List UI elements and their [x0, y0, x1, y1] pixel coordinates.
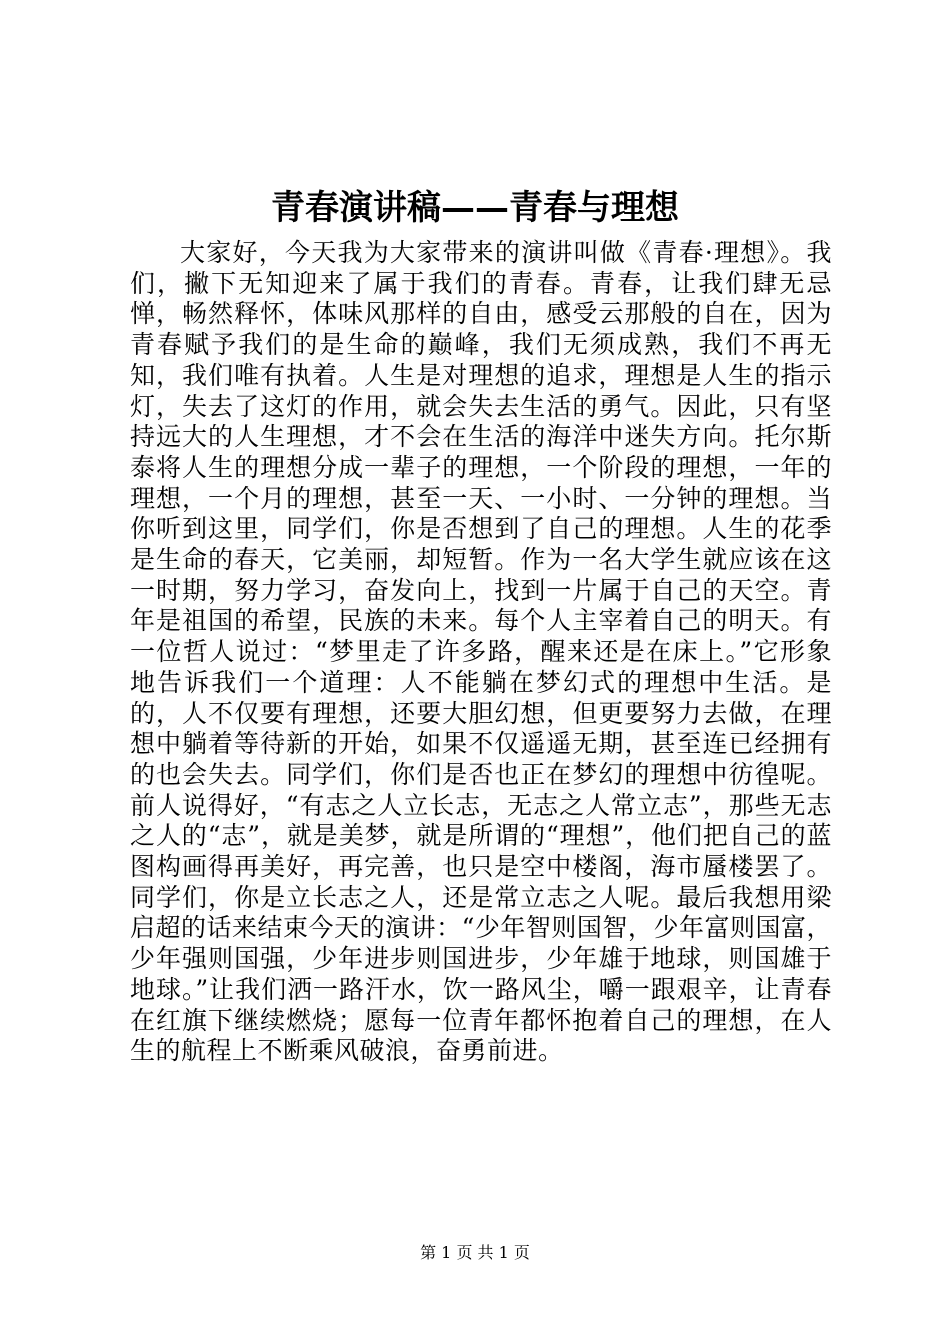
document-title: 青春演讲稿——青春与理想: [271, 188, 679, 228]
page-number-footer: 第 1 页 共 1 页: [420, 1243, 530, 1262]
document-body-paragraph: 大家好，今天我为大家带来的演讲叫做《青春·理想》。我们，撇下无知迎来了属于我们的青春。青春，让我们肆无忌惮，畅然释怀，体味风那样的自由，感受云那般的自在，因为青春赋予我们的是生命的巅峰，我们无须成熟，我们不再无知，我们唯有执着。人生是对理想的追求，理想是人生的指示灯，失去了这灯的作用，就会失去生活的勇气。因此，只有坚持远大的人生理想，才不会在生活的海洋中迷失方向。托尔斯泰将人生的理想分成一辈子的理想，一个阶段的理想，一年的理想，一个月的理想，甚至一天、一小时、一分钟的理想。当你听到这里，同学们，你是否想到了自己的理想。人生的花季是生命的春天，它美丽，却短暂。作为一名大学生就应该在这一时期，努力学习，奋发向上，找到一片属于自己的天空。青年是祖国的希望，民族的未来。每个人主宰着自己的明天。有一位哲人说过：“梦里走了许多路，醒来还是在床上。”它形象地告诉我们一个道理：人不能躺在梦幻式的理想中生活。是的，人不仅要有理想，还要大胆幻想，但更要努力去做，在理想中躺着等待新的开始，如果不仅遥遥无期，甚至连已经拥有的也会失去。同学们，你们是否也正在梦幻的理想中彷徨呢。前人说得好，“有志之人立长志，无志之人常立志”，那些无志之人的“志”，就是美梦，就是所谓的“理想”，他们把自己的蓝图构画得再美好，再完善，也只是空中楼阁，海市蜃楼罢了。同学们，你是立长志之人，还是常立志之人呢。最后我想用梁启超的话来结束今天的演讲：“少年智则国智，少年富则国富，少年强则国强，少年进步则国进步，少年雄于地球，则国雄于地球。”让我们洒一路汗水，饮一路风尘，嚼一跟艰辛，让青春在红旗下继续燃烧；愿每一位青年都怀抱着自己的理想，在人生的航程上不断乘风破浪，奋勇前进。: [130, 238, 832, 1066]
